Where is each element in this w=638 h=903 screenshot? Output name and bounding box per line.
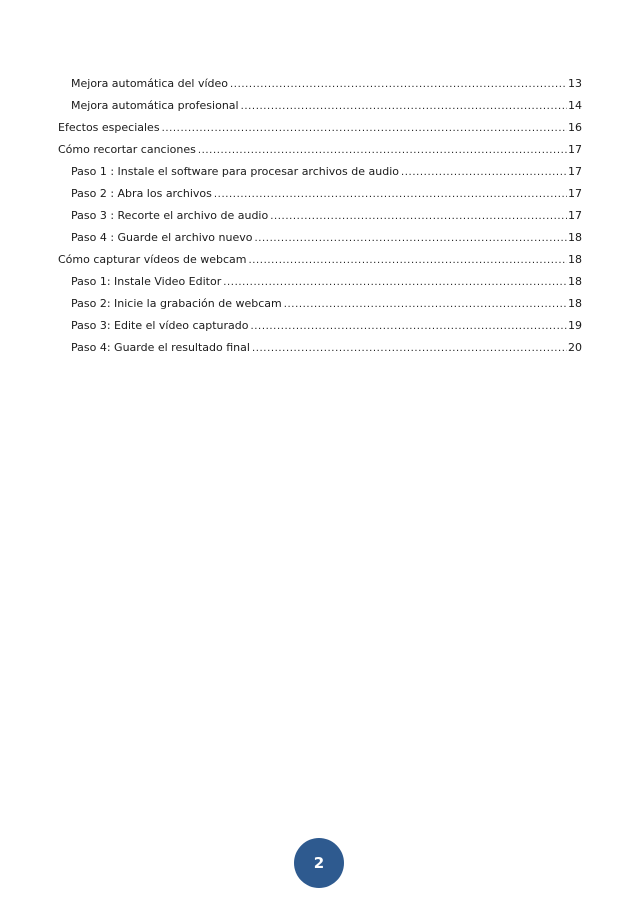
toc-entry-page: 16: [568, 121, 582, 134]
toc-entry-title: Mejora automática del vídeo: [71, 77, 229, 90]
toc-leader-dots: [248, 250, 567, 271]
toc-entry-page: 20: [568, 341, 582, 354]
toc-entry-title: Paso 2: Inicie la grabación de webcam: [71, 297, 282, 310]
toc-entry-page: 17: [568, 187, 582, 200]
toc-entry-title: Cómo recortar canciones: [58, 143, 196, 156]
toc-entry-page: 17: [568, 143, 582, 156]
toc-entry-audio-paso-2[interactable]: [58, 183, 582, 205]
toc-entry-page: 18: [568, 275, 582, 288]
toc-leader-dots: [401, 162, 567, 183]
toc-entry-title: Cómo capturar vídeos de webcam: [58, 253, 247, 266]
toc-entry-title: Efectos especiales: [58, 121, 160, 134]
toc-entry-page: 17: [568, 209, 582, 222]
toc-entry-page: 18: [568, 297, 582, 310]
toc-entry-webcam-paso-1[interactable]: [58, 271, 582, 293]
toc-entry-page: 19: [568, 319, 582, 332]
toc-leader-dots: [230, 74, 567, 95]
toc-leader-dots: [251, 316, 568, 337]
toc-leader-dots: [270, 206, 567, 227]
toc-leader-dots: [214, 184, 567, 205]
page-number: 2: [313, 854, 325, 872]
toc-entry-webcam-paso-2[interactable]: [58, 293, 582, 315]
toc-entry-webcam-paso-4[interactable]: [58, 337, 582, 359]
toc-entry-title: Paso 3 : Recorte el archivo de audio: [71, 209, 269, 222]
toc-entry-efectos-especiales[interactable]: [58, 117, 582, 139]
toc-entry-title: Paso 2 : Abra los archivos: [71, 187, 212, 200]
toc-entry-page: 13: [568, 77, 582, 90]
page-number-badge: [294, 838, 344, 888]
toc-entry-audio-paso-4[interactable]: [58, 227, 582, 249]
toc-entry-page: 17: [568, 165, 582, 178]
toc-entry-title: Paso 1: Instale Video Editor: [71, 275, 222, 288]
toc-entry-page: 14: [568, 99, 582, 112]
toc-entry-audio-paso-1[interactable]: [58, 161, 582, 183]
toc-entry-page: 18: [568, 253, 582, 266]
toc-leader-dots: [223, 272, 567, 293]
toc-entry-capturar-webcam[interactable]: [58, 249, 582, 271]
toc-entry-title: Mejora automática profesional: [71, 99, 239, 112]
toc-entry-title: Paso 3: Edite el vídeo capturado: [71, 319, 249, 332]
toc-entry-webcam-paso-3[interactable]: [58, 315, 582, 337]
toc-leader-dots: [284, 294, 567, 315]
toc-leader-dots: [241, 96, 567, 117]
toc-leader-dots: [252, 338, 567, 359]
toc-entry-audio-paso-3[interactable]: [58, 205, 582, 227]
toc-leader-dots: [162, 118, 567, 139]
toc-entry-title: Paso 4: Guarde el resultado final: [71, 341, 250, 354]
toc-entry-recortar-canciones[interactable]: [58, 139, 582, 161]
toc-leader-dots: [254, 228, 567, 249]
toc-entry-title: Paso 1 : Instale el software para procesar archivos de audio: [71, 165, 399, 178]
toc-entry-page: 18: [568, 231, 582, 244]
table-of-contents: [58, 73, 582, 359]
toc-leader-dots: [198, 140, 567, 161]
toc-entry-title: Paso 4 : Guarde el archivo nuevo: [71, 231, 253, 244]
toc-entry-mejora-automatica-video[interactable]: [58, 73, 582, 95]
toc-entry-mejora-automatica-profesional[interactable]: [58, 95, 582, 117]
